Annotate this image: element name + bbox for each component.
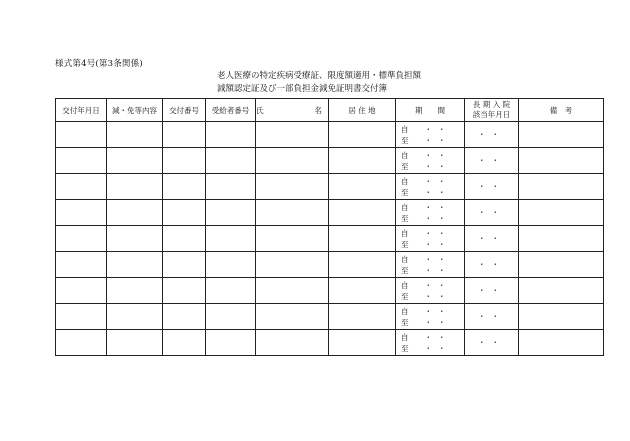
hospitalization-date-cell[interactable]	[465, 330, 519, 356]
table-row	[56, 252, 604, 278]
period-from-line	[401, 254, 464, 265]
period-to-dots: ・・	[424, 161, 452, 171]
table-row	[56, 148, 604, 174]
hospitalization-date-cell[interactable]	[465, 304, 519, 330]
period-to-line	[401, 291, 464, 302]
table-row	[56, 278, 604, 304]
remarks-cell[interactable]	[519, 252, 604, 278]
issue-number-cell[interactable]	[163, 174, 206, 200]
header-period: 期 間	[396, 99, 465, 122]
hospitalization-dots: ・・	[478, 130, 505, 139]
issue-date-cell[interactable]	[56, 148, 107, 174]
header-remarks: 備 考	[519, 99, 604, 122]
exemption-details-cell[interactable]	[107, 174, 163, 200]
header-name-second: 名	[314, 105, 322, 115]
period-from-line	[401, 228, 464, 239]
exemption-details-cell[interactable]	[107, 148, 163, 174]
remarks-cell[interactable]	[519, 122, 604, 148]
period-from-line	[401, 202, 464, 213]
recipient-number-cell[interactable]	[206, 200, 256, 226]
exemption-details-cell[interactable]	[107, 304, 163, 330]
issue-date-cell[interactable]	[56, 200, 107, 226]
period-to-label: 至	[401, 265, 409, 275]
issue-date-cell[interactable]	[56, 174, 107, 200]
exemption-details-cell[interactable]	[107, 122, 163, 148]
table-row	[56, 122, 604, 148]
hospitalization-dots: ・・	[478, 286, 505, 295]
issue-number-cell[interactable]	[163, 148, 206, 174]
period-from-dots: ・・	[424, 280, 452, 290]
issue-date-cell[interactable]	[56, 304, 107, 330]
period-cell[interactable]	[396, 122, 465, 148]
period-to-dots: ・・	[424, 135, 452, 145]
period-to-dots: ・・	[424, 213, 452, 223]
period-to-line	[401, 187, 464, 198]
exemption-details-cell[interactable]	[107, 252, 163, 278]
table-row	[56, 330, 604, 356]
hospitalization-date-cell[interactable]	[465, 278, 519, 304]
period-to-line	[401, 213, 464, 224]
header-name-first: 氏	[256, 105, 264, 115]
period-to-label: 至	[401, 213, 409, 223]
residence-cell[interactable]	[329, 330, 396, 356]
exemption-details-cell[interactable]	[107, 200, 163, 226]
remarks-cell[interactable]	[519, 200, 604, 226]
period-to-label: 至	[401, 317, 409, 327]
table-row	[56, 200, 604, 226]
hospitalization-dots: ・・	[478, 182, 505, 191]
form-number: 様式第4号(第3条関係)	[55, 59, 143, 69]
period-to-line	[401, 265, 464, 276]
period-from-line	[401, 150, 464, 161]
issue-date-cell[interactable]	[56, 122, 107, 148]
hospitalization-dots: ・・	[478, 156, 505, 165]
period-from-dots: ・・	[424, 306, 452, 316]
recipient-number-cell[interactable]	[206, 148, 256, 174]
hospitalization-dots: ・・	[478, 208, 505, 217]
name-cell[interactable]	[256, 278, 329, 304]
period-to-label: 至	[401, 291, 409, 301]
recipient-number-cell[interactable]	[206, 122, 256, 148]
document-title	[217, 70, 421, 96]
period-from-line	[401, 332, 464, 343]
period-from-dots: ・・	[424, 254, 452, 264]
name-cell[interactable]	[256, 226, 329, 252]
recipient-number-cell[interactable]	[206, 226, 256, 252]
remarks-cell[interactable]	[519, 174, 604, 200]
period-to-label: 至	[401, 239, 409, 249]
period-to-dots: ・・	[424, 343, 452, 353]
exemption-details-cell[interactable]	[107, 278, 163, 304]
period-cell[interactable]	[396, 148, 465, 174]
issue-date-cell[interactable]	[56, 226, 107, 252]
recipient-number-cell[interactable]	[206, 174, 256, 200]
issue-number-cell[interactable]	[163, 200, 206, 226]
title-line-2: 減額認定証及び一部負担金減免証明書交付簿	[217, 84, 388, 94]
issue-date-cell[interactable]	[56, 278, 107, 304]
period-from-label: 自	[401, 202, 409, 212]
issue-date-cell[interactable]	[56, 330, 107, 356]
residence-cell[interactable]	[329, 148, 396, 174]
header-row	[56, 99, 604, 122]
remarks-cell[interactable]	[519, 226, 604, 252]
residence-cell[interactable]	[329, 174, 396, 200]
issue-number-cell[interactable]	[163, 330, 206, 356]
name-cell[interactable]	[256, 148, 329, 174]
period-to-dots: ・・	[424, 265, 452, 275]
period-to-dots: ・・	[424, 317, 452, 327]
period-from-label: 自	[401, 176, 409, 186]
period-to-dots: ・・	[424, 187, 452, 197]
period-from-label: 自	[401, 150, 409, 160]
period-to-dots: ・・	[424, 291, 452, 301]
hospitalization-date-cell[interactable]	[465, 148, 519, 174]
hospitalization-dots: ・・	[478, 312, 505, 321]
name-cell[interactable]	[256, 174, 329, 200]
period-from-label: 自	[401, 254, 409, 264]
period-to-label: 至	[401, 135, 409, 145]
hospitalization-date-cell[interactable]	[465, 252, 519, 278]
header-hospitalization-line1: 長 期 入 院	[472, 100, 511, 109]
issue-number-cell[interactable]	[163, 278, 206, 304]
residence-cell[interactable]	[329, 278, 396, 304]
issuance-ledger-table	[55, 98, 604, 356]
header-exemption-details: 減・免等内容	[107, 99, 163, 122]
recipient-number-cell[interactable]	[206, 330, 256, 356]
header-hospitalization-line2: 該当年月日	[472, 110, 511, 119]
header-issue-date: 交付年月日	[56, 99, 107, 122]
period-to-label: 至	[401, 187, 409, 197]
period-from-label: 自	[401, 332, 409, 342]
period-from-line	[401, 306, 464, 317]
issue-number-cell[interactable]	[163, 304, 206, 330]
recipient-number-cell[interactable]	[206, 304, 256, 330]
hospitalization-date-cell[interactable]	[465, 174, 519, 200]
hospitalization-date-cell[interactable]	[465, 122, 519, 148]
hospitalization-dots: ・・	[478, 260, 505, 269]
period-from-dots: ・・	[424, 150, 452, 160]
ledger-body	[56, 122, 604, 356]
period-from-label: 自	[401, 124, 409, 134]
remarks-cell[interactable]	[519, 148, 604, 174]
period-from-label: 自	[401, 306, 409, 316]
header-hospitalization	[465, 99, 519, 122]
header-issue-number: 交付番号	[163, 99, 206, 122]
hospitalization-date-cell[interactable]	[465, 226, 519, 252]
recipient-number-cell[interactable]	[206, 278, 256, 304]
period-cell[interactable]	[396, 252, 465, 278]
period-from-dots: ・・	[424, 202, 452, 212]
period-to-dots: ・・	[424, 239, 452, 249]
table-row	[56, 304, 604, 330]
period-to-line	[401, 317, 464, 328]
exemption-details-cell[interactable]	[107, 226, 163, 252]
remarks-cell[interactable]	[519, 278, 604, 304]
period-to-label: 至	[401, 343, 409, 353]
period-from-label: 自	[401, 280, 409, 290]
issue-number-cell[interactable]	[163, 252, 206, 278]
residence-cell[interactable]	[329, 252, 396, 278]
period-cell[interactable]	[396, 226, 465, 252]
period-from-line	[401, 124, 464, 135]
residence-cell[interactable]	[329, 226, 396, 252]
remarks-cell[interactable]	[519, 304, 604, 330]
period-to-label: 至	[401, 161, 409, 171]
period-from-dots: ・・	[424, 124, 452, 134]
name-cell[interactable]	[256, 200, 329, 226]
period-from-dots: ・・	[424, 228, 452, 238]
title-line-1: 老人医療の特定疾病受療証、限度額適用・標準負担額	[217, 71, 422, 81]
period-cell[interactable]	[396, 278, 465, 304]
issue-number-cell[interactable]	[163, 122, 206, 148]
header-recipient-number: 受給者番号	[206, 99, 256, 122]
remarks-cell[interactable]	[519, 330, 604, 356]
name-cell[interactable]	[256, 252, 329, 278]
period-from-dots: ・・	[424, 332, 452, 342]
header-name	[256, 99, 329, 122]
hospitalization-date-cell[interactable]	[465, 200, 519, 226]
period-from-label: 自	[401, 228, 409, 238]
table-row	[56, 174, 604, 200]
hospitalization-dots: ・・	[478, 234, 505, 243]
name-cell[interactable]	[256, 122, 329, 148]
name-cell[interactable]	[256, 304, 329, 330]
name-cell[interactable]	[256, 330, 329, 356]
header-residence: 居 住 地	[329, 99, 396, 122]
period-to-line	[401, 343, 464, 354]
recipient-number-cell[interactable]	[206, 252, 256, 278]
period-to-line	[401, 161, 464, 172]
hospitalization-dots: ・・	[478, 338, 505, 347]
issue-number-cell[interactable]	[163, 226, 206, 252]
table-row	[56, 226, 604, 252]
residence-cell[interactable]	[329, 304, 396, 330]
period-cell[interactable]	[396, 200, 465, 226]
period-from-dots: ・・	[424, 176, 452, 186]
residence-cell[interactable]	[329, 200, 396, 226]
residence-cell[interactable]	[329, 122, 396, 148]
period-cell[interactable]	[396, 304, 465, 330]
period-from-line	[401, 176, 464, 187]
issue-date-cell[interactable]	[56, 252, 107, 278]
period-cell[interactable]	[396, 174, 465, 200]
period-to-line	[401, 135, 464, 146]
period-to-line	[401, 239, 464, 250]
period-cell[interactable]	[396, 330, 465, 356]
exemption-details-cell[interactable]	[107, 330, 163, 356]
period-from-line	[401, 280, 464, 291]
